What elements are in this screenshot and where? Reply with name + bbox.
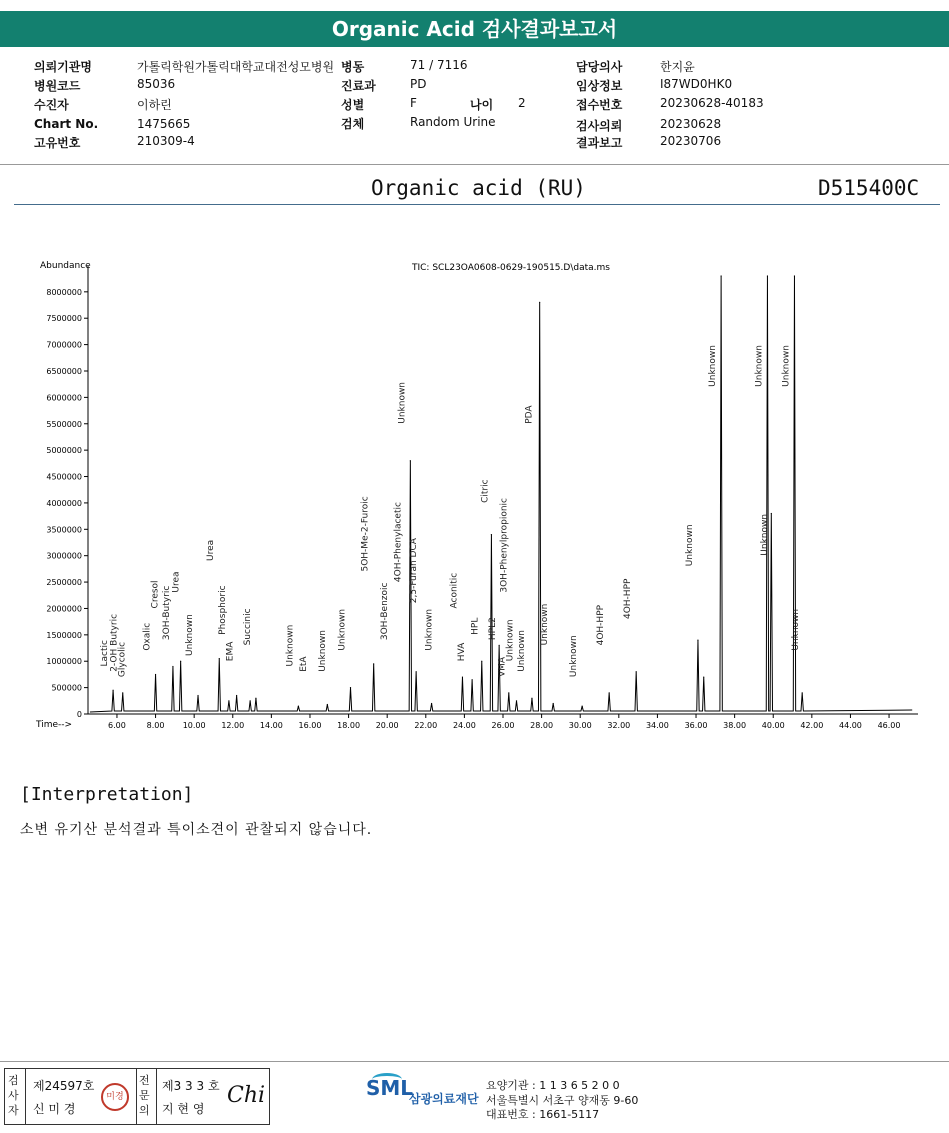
y-tick-label: 5500000 [46, 419, 82, 429]
patient-value: 이하린 [137, 98, 172, 112]
x-tick-label: 30.00 [568, 721, 592, 730]
x-tick-label: 34.00 [645, 721, 669, 730]
peak-point [228, 700, 229, 701]
specialist-license: 제3 3 3 호 [162, 1079, 220, 1093]
receipt-no-value: 20230628-40183 [660, 96, 764, 110]
separator [156, 1069, 157, 1124]
institution-code: 요양기관 : 1 1 3 6 5 2 0 0 [486, 1079, 620, 1092]
chromatogram-trace [90, 276, 912, 712]
peak-point [771, 513, 772, 514]
patient-label: 수진자 [34, 98, 69, 112]
peak-annotation: Aconitic [449, 572, 460, 609]
x-tick-label: 8.00 [146, 721, 165, 730]
x-tick-label: 16.00 [298, 721, 322, 730]
patient-info-section [0, 52, 949, 162]
peak-point [472, 679, 473, 680]
footer-divider [0, 1061, 949, 1062]
peak-annotation: EtA [298, 656, 309, 672]
y-tick-label: 1000000 [46, 657, 82, 667]
peak-annotation: HPL [470, 617, 481, 635]
chart-no-value: 1475665 [137, 117, 191, 131]
peak-point [508, 692, 509, 693]
peak-point [416, 671, 417, 672]
peak-point [697, 640, 698, 641]
examiner-license: 제24597호 [33, 1079, 95, 1093]
section-title: Organic acid (RU) [371, 176, 586, 200]
separator [136, 1069, 137, 1124]
x-tick-label: 46.00 [877, 721, 901, 730]
y-tick-label: 8000000 [46, 287, 82, 297]
peak-point [802, 692, 803, 693]
department-value: PD [410, 77, 427, 91]
peak-point [539, 302, 540, 303]
peak-point [516, 700, 517, 701]
requesting-org-value: 가톨릭학원가톨릭대학교대전성모병원 [137, 60, 335, 74]
peak-point [180, 661, 181, 662]
chromatogram-chart [0, 248, 949, 738]
clinical-info-label: 임상정보 [576, 79, 623, 93]
peak-annotation: 4OH-HPP [623, 578, 634, 620]
peak-annotation: VMA [497, 656, 508, 678]
peak-annotation: Unknown [540, 603, 551, 646]
info-divider [0, 164, 949, 165]
peak-annotation: Phosphoric [217, 585, 228, 635]
specialist-label: 전문의 [139, 1074, 150, 1117]
peak-annotation: Unknown [754, 345, 765, 387]
x-tick-label: 32.00 [607, 721, 631, 730]
peak-point [794, 275, 795, 276]
y-tick-label: 6000000 [46, 393, 82, 403]
request-date-value: 20230628 [660, 117, 722, 131]
peak-point [155, 674, 156, 675]
chart-peaks [90, 275, 912, 712]
peak-point [219, 658, 220, 659]
peak-annotation: 4OH-HPP [596, 604, 607, 646]
report-date-label: 결과보고 [576, 136, 623, 150]
y-tick-label: 7500000 [46, 314, 82, 324]
hospital-code-label: 병원코드 [34, 79, 81, 93]
x-tick-label: 14.00 [259, 721, 283, 730]
x-tick-label: 6.00 [108, 721, 126, 730]
peak-annotation: Unknown [424, 608, 435, 651]
section-divider [14, 204, 940, 205]
peak-point [609, 692, 610, 693]
sml-logo: SML [366, 1076, 414, 1100]
y-tick-label: 3000000 [46, 551, 82, 561]
peak-point [481, 661, 482, 662]
peak-annotation: Unknown [684, 524, 695, 567]
peak-annotation: Unknown [337, 608, 348, 651]
separator [25, 1069, 26, 1124]
interpretation-title: [Interpretation] [20, 784, 194, 805]
peak-annotation: Unknown [318, 630, 329, 672]
chart-no-label: Chart No. [34, 117, 99, 131]
tic-label: TIC: SCL23OA0608-0629-190515.D\data.ms [412, 263, 610, 273]
examiner-label: 검사자 [8, 1074, 19, 1117]
peak-annotation: Unknown [185, 614, 196, 656]
peak-point [122, 692, 123, 693]
interpretation-text: 소변 유기산 분석결과 특이소견이 관찰되지 않습니다. [20, 822, 373, 838]
peak-annotation: EMA [225, 641, 236, 662]
peak-point [636, 671, 637, 672]
doctor-value: 한지윤 [660, 60, 695, 74]
x-tick-label: 10.00 [182, 721, 206, 730]
x-tick-label: 24.00 [452, 721, 476, 730]
specialist-name: 지 현 영 [162, 1102, 205, 1116]
peak-annotation: Unknown [505, 619, 516, 662]
peak-annotation: 2-OH Butyric [109, 613, 120, 672]
peak-point [350, 687, 351, 688]
x-tick-label: 42.00 [800, 721, 824, 730]
peak-annotation: HPL2 [488, 617, 499, 641]
x-tick-label: 26.00 [491, 721, 515, 730]
peak-point [298, 705, 299, 706]
peak-annotation: 3OH-Phenylpropionic [499, 498, 510, 593]
examiner-name: 신 미 경 [33, 1102, 76, 1116]
test-code: D515400C [818, 176, 920, 200]
y-tick-label: 4000000 [46, 498, 82, 508]
peak-point [462, 676, 463, 677]
ward-value: 71 / 7116 [410, 58, 468, 72]
peak-annotation: 4OH-Phenylacetic [393, 502, 404, 583]
peak-point [112, 690, 113, 691]
x-tick-label: 36.00 [684, 721, 708, 730]
peak-annotation: Unknown [285, 624, 296, 667]
peak-annotation: HVA [457, 642, 468, 662]
peak-annotation: Succinic [242, 608, 253, 646]
peak-annotation: Lactic [100, 640, 111, 667]
x-tick-label: 20.00 [375, 721, 399, 730]
peak-annotation: Unknown [791, 608, 802, 651]
report-title-bar [0, 11, 949, 47]
peak-annotation: Citric [480, 479, 491, 503]
y-tick-label: 500000 [51, 683, 82, 693]
peak-annotation: Cresol [150, 580, 161, 609]
age-value: 2 [518, 96, 526, 110]
examiner-stamp: 미경 [101, 1083, 129, 1111]
x-axis-label: Time--> [36, 720, 73, 730]
unique-no-label: 고유번호 [34, 136, 81, 150]
sex-value: F [410, 96, 417, 110]
specimen-label: 검체 [341, 117, 365, 131]
peak-point [236, 695, 237, 696]
peak-annotation: Urea [206, 539, 217, 561]
y-tick-label: 0 [76, 710, 82, 719]
peak-point [327, 704, 328, 705]
age-label: 나이 [470, 98, 494, 112]
receipt-no-label: 접수번호 [576, 98, 623, 112]
peak-point [531, 698, 532, 699]
doctor-label: 담당의사 [576, 60, 623, 74]
peak-annotation: Unknown [760, 513, 771, 556]
x-tick-label: 40.00 [761, 721, 785, 730]
peak-point [172, 666, 173, 667]
peak-point [703, 676, 704, 677]
y-tick-label: 5000000 [46, 446, 82, 456]
hospital-code-value: 85036 [137, 77, 176, 91]
peak-point [499, 645, 500, 646]
x-tick-label: 22.00 [414, 721, 438, 730]
peak-annotation: Oxalic [142, 622, 153, 651]
peak-point [410, 460, 411, 461]
x-tick-label: 44.00 [838, 721, 862, 730]
x-tick-label: 38.00 [723, 721, 747, 730]
report-date-value: 20230706 [660, 134, 722, 148]
y-tick-label: 7000000 [46, 340, 82, 350]
peak-annotation: Glycolic [117, 641, 128, 678]
y-tick-label: 6500000 [46, 366, 82, 376]
peak-point [373, 663, 374, 664]
request-date-label: 검사의뢰 [576, 119, 623, 133]
x-tick-label: 18.00 [337, 721, 361, 730]
organization-name: 삼광의료재단 [409, 1092, 479, 1106]
requesting-org-label: 의뢰기관명 [34, 60, 92, 74]
institution-phone: 대표번호 : 1661-5117 [486, 1108, 600, 1121]
sex-label: 성별 [341, 98, 365, 112]
peak-point [255, 698, 256, 699]
peak-annotation: Urea [171, 571, 182, 593]
y-tick-label: 4500000 [46, 472, 82, 482]
y-tick-label: 2000000 [46, 604, 82, 614]
peak-annotation: Unknown [569, 635, 580, 678]
peak-point [197, 695, 198, 696]
chart-annotations [100, 345, 801, 677]
ward-label: 병동 [341, 60, 365, 74]
peak-point [582, 705, 583, 706]
peak-annotation: Unknown [781, 345, 792, 387]
department-label: 진료과 [341, 79, 376, 93]
x-tick-label: 28.00 [530, 721, 554, 730]
unique-no-value: 210309-4 [137, 134, 195, 148]
peak-point [250, 700, 251, 701]
peak-annotation: 3OH-Benzoic [379, 582, 390, 641]
peak-annotation: PDA [524, 405, 535, 424]
peak-point [431, 703, 432, 704]
y-axis-label: Abundance [40, 261, 91, 271]
y-tick-label: 2500000 [46, 578, 82, 588]
x-tick-label: 12.00 [221, 721, 245, 730]
peak-annotation: Unknown [517, 630, 528, 672]
peak-annotation: 5OH-Me-2-Furoic [360, 496, 371, 572]
peak-annotation: Unknown [397, 381, 408, 424]
clinical-info-value: I87WD0HK0 [660, 77, 733, 91]
y-tick-label: 1500000 [46, 630, 82, 640]
y-tick-label: 3500000 [46, 525, 82, 535]
peak-annotation: Unknown [708, 345, 719, 387]
peak-annotation: 2,5-Furan DCA [408, 538, 419, 604]
peak-point [767, 275, 768, 276]
specimen-value: Random Urine [410, 115, 496, 129]
report-title: Organic Acid 검사결과보고서 [331, 17, 618, 41]
peak-annotation: 3OH-Butyric [161, 585, 172, 641]
peak-point [721, 275, 722, 276]
specialist-signature: Chi [227, 1083, 266, 1108]
peak-point [553, 703, 554, 704]
signature-box [4, 1068, 270, 1125]
peak-point [491, 534, 492, 535]
institution-address: 서울특별시 서초구 양재동 9-60 [486, 1094, 639, 1107]
